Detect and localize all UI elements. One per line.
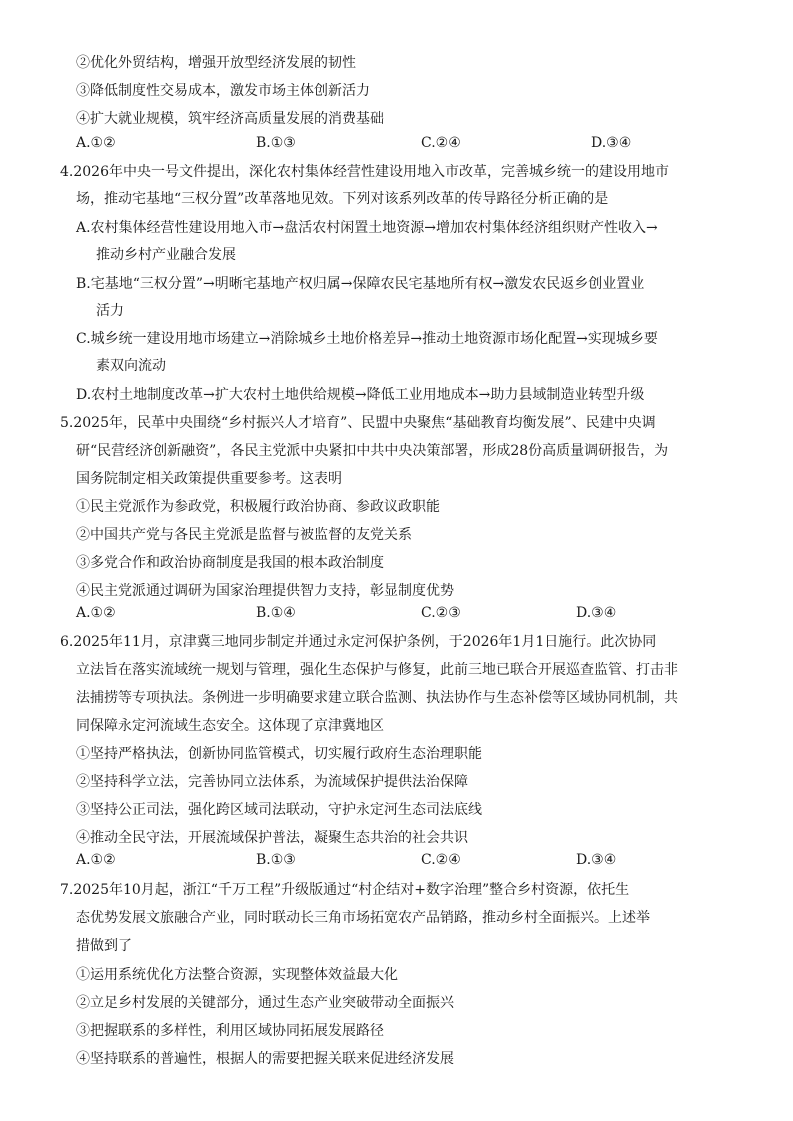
q7-option-1: ①运用系统优化方法整合资源，实现整体效益最大化 xyxy=(76,967,398,983)
q5-stem-line-2: 研“民营经济创新融资”，各民主党派中央紧扣中共中央决策部署，形成28份高质量调研报告，为 xyxy=(76,443,669,459)
q7-option-4: ④坚持联系的普遍性，根据人的需要把握关联来促进经济发展 xyxy=(76,1051,454,1067)
q6-stem-line-3: 法捕捞等专项执法。条例进一步明确要求建立联合监测、执法协作与生态补偿等区域协同机制，共 xyxy=(76,690,678,706)
q3-option-2: ②优化外贸结构，增强开放型经济发展的韧性 xyxy=(76,55,356,71)
q5-option-3: ③多党合作和政治协商制度是我国的根本政治制度 xyxy=(76,555,384,571)
q6-choice-a: A.①② xyxy=(76,852,116,868)
q5-choice-a: A.①② xyxy=(76,605,116,621)
q5-stem-line-3: 国务院制定相关政策提供重要参考。这表明 xyxy=(76,471,342,487)
q5-choice-d: D.③④ xyxy=(576,605,617,621)
q3-choice-b: B.①③ xyxy=(256,135,296,151)
q7-option-2: ②立足乡村发展的关键部分，通过生态产业突破带动全面振兴 xyxy=(76,995,454,1011)
q5-choice-b: B.①④ xyxy=(256,605,296,621)
q6-option-1: ①坚持严格执法，创新协同监管模式，切实履行政府生态治理职能 xyxy=(76,746,482,762)
q3-choice-d: D.③④ xyxy=(591,135,632,151)
q4-option-b-line-2: 活力 xyxy=(96,303,124,319)
q3-choices xyxy=(76,134,736,152)
q6-choice-c: C.②④ xyxy=(421,852,461,868)
q4-option-a-line-1: A.农村集体经营性建设用地入市→盘活农村闲置土地资源→增加农村集体经济组织财产性收入→ xyxy=(76,220,658,236)
q6-stem-line-4: 同保障永定河流域生态安全。这体现了京津冀地区 xyxy=(76,718,384,734)
q6-option-3: ③坚持公正司法，强化跨区域司法联动，守护永定河生态司法底线 xyxy=(76,802,482,818)
q6-stem-line-1: 6.2025年11月，京津冀三地同步制定并通过永定河保护条例，于2026年1月1日施行。此次协同 xyxy=(60,634,657,650)
q5-choices xyxy=(76,604,736,622)
q4-option-d: D.农村土地制度改革→扩大农村土地供给规模→降低工业用地成本→助力县域制造业转型升级 xyxy=(76,387,645,403)
q5-option-1: ①民主党派作为参政党，积极履行政治协商、参政议政职能 xyxy=(76,499,440,515)
q4-option-c-line-2: 素双向流动 xyxy=(96,358,166,374)
q4-option-c-line-1: C.城乡统一建设用地市场建立→消除城乡土地价格差异→推动土地资源市场化配置→实现城乡要 xyxy=(76,331,658,347)
q3-choice-a: A.①② xyxy=(76,135,116,151)
q6-choice-d: D.③④ xyxy=(576,852,617,868)
q6-option-4: ④推动全民守法，开展流域保护普法，凝聚生态共治的社会共识 xyxy=(76,830,468,846)
q5-option-4: ④民主党派通过调研为国家治理提供智力支持，彰显制度优势 xyxy=(76,583,454,599)
q3-choice-c: C.②④ xyxy=(421,135,461,151)
q7-stem-line-3: 措做到了 xyxy=(76,938,132,954)
q4-stem-line-2: 场，推动宅基地“三权分置”改革落地见效。下列对该系列改革的传导路径分析正确的是 xyxy=(76,191,609,207)
q7-stem-line-2: 态优势发展文旅融合产业，同时联动长三角市场拓宽农产品销路，推动乡村全面振兴。上述举 xyxy=(76,910,650,926)
q4-option-a-line-2: 推动乡村产业融合发展 xyxy=(96,247,236,263)
q3-option-3: ③降低制度性交易成本，激发市场主体创新活力 xyxy=(76,83,370,99)
q4-option-b-line-1: B.宅基地“三权分置”→明晰宅基地产权归属→保障农民宅基地所有权→激发农民返乡创业置业 xyxy=(76,276,645,292)
q5-stem-line-1: 5.2025年，民革中央围绕“乡村振兴人才培育”、民盟中央聚焦“基础教育均衡发展”、民建中央调 xyxy=(60,415,656,431)
q5-choice-c: C.②③ xyxy=(421,605,461,621)
q6-stem-line-2: 立法旨在落实流域统一规划与管理，强化生态保护与修复，此前三地已联合开展巡查监管、打击非 xyxy=(76,662,678,678)
q6-option-2: ②坚持科学立法，完善协同立法体系，为流域保护提供法治保障 xyxy=(76,774,468,790)
q7-option-3: ③把握联系的多样性，利用区域协同拓展发展路径 xyxy=(76,1023,384,1039)
q4-stem-line-1: 4.2026年中央一号文件提出，深化农村集体经营性建设用地入市改革，完善城乡统一的建设用地市 xyxy=(60,164,669,180)
q7-stem-line-1: 7.2025年10月起，浙江“千万工程”升级版通过“村企结对+数字治理”整合乡村资源，依托生 xyxy=(60,882,630,898)
q6-choices xyxy=(76,851,736,869)
q5-option-2: ②中国共产党与各民主党派是监督与被监督的友党关系 xyxy=(76,527,412,543)
q6-choice-b: B.①③ xyxy=(256,852,296,868)
q3-option-4: ④扩大就业规模，筑牢经济高质量发展的消费基础 xyxy=(76,111,384,127)
